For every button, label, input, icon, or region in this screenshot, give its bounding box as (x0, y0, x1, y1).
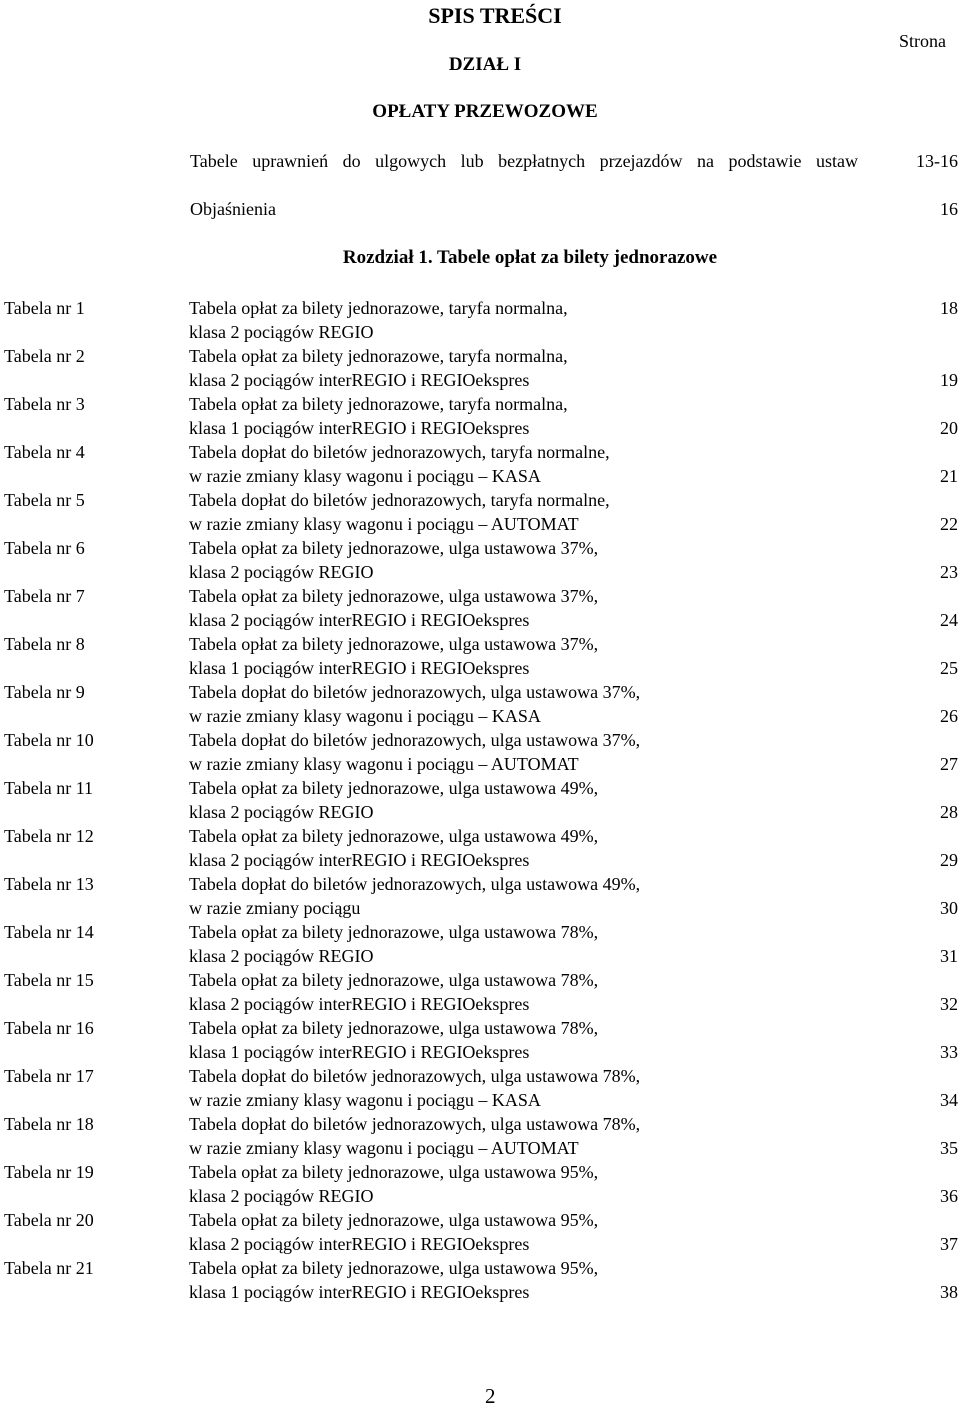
toc-entry[interactable] (0, 1064, 960, 1112)
toc-entry-label: Tabela nr 4 (4, 442, 85, 462)
toc-entry-label: Tabela nr 15 (4, 970, 94, 990)
toc-entry-title-line1: Tabela opłat za bilety jednorazowe, ulga ustawowa 37%, (189, 586, 599, 606)
toc-entry-title-line1: Tabela opłat za bilety jednorazowe, ulga ustawowa 78%, (189, 922, 599, 942)
toc-entry-label: Tabela nr 11 (4, 778, 94, 798)
toc-entry-title-line2: klasa 2 pociągów REGIO (189, 1186, 374, 1206)
toc-entry-label: Tabela nr 19 (4, 1162, 94, 1182)
toc-entry-page: 35 (940, 1138, 958, 1158)
toc-entry-title-line1: Tabela opłat za bilety jednorazowe, ulga ustawowa 78%, (189, 970, 599, 990)
toc-entry-title-line1: Tabela opłat za bilety jednorazowe, ulga ustawowa 95%, (189, 1258, 599, 1278)
page-title: SPIS TREŚCI (428, 3, 562, 28)
toc-entry[interactable] (0, 920, 960, 968)
toc-entry-title-line1: Tabela opłat za bilety jednorazowe, taryfa normalna, (189, 394, 568, 414)
section-heading: DZIAŁ I (448, 54, 522, 75)
toc-entry-title-line2: klasa 2 pociągów REGIO (189, 802, 374, 822)
toc-entry-title-line2: klasa 2 pociągów interREGIO i REGIOekspres (189, 994, 530, 1014)
toc-entry[interactable] (0, 1112, 960, 1160)
toc-entry[interactable] (0, 872, 960, 920)
toc-entry[interactable] (0, 776, 960, 824)
toc-entry[interactable] (0, 968, 960, 1016)
toc-entry-title-line2: w razie zmiany klasy wagonu i pociągu – AUTOMAT (189, 514, 579, 534)
toc-entry[interactable] (0, 1016, 960, 1064)
toc-entry-title-line2: klasa 2 pociągów interREGIO i REGIOekspres (189, 370, 530, 390)
toc-entry-title-line1: Tabela dopłat do biletów jednorazowych, ulga ustawowa 78%, (189, 1066, 641, 1086)
toc-entry-page: 38 (940, 1282, 958, 1302)
toc-entry-page: 30 (940, 898, 958, 918)
toc-entry-page: 19 (940, 370, 958, 390)
toc-entry-title-line1: Tabela dopłat do biletów jednorazowych, taryfa normalne, (189, 490, 610, 510)
toc-entry-page: 28 (940, 802, 958, 822)
intro-entry-text: Objaśnienia (190, 199, 276, 219)
toc-entry-title-line1: Tabela dopłat do biletów jednorazowych, ulga ustawowa 49%, (189, 874, 641, 894)
toc-entry-label: Tabela nr 2 (4, 346, 85, 366)
toc-entry-title-line1: Tabela opłat za bilety jednorazowe, taryfa normalna, (189, 346, 568, 366)
toc-entry-label: Tabela nr 9 (4, 682, 85, 702)
chapter-heading: Rozdział 1. Tabele opłat za bilety jednorazowe (342, 247, 718, 268)
toc-entry-title-line1: Tabela opłat za bilety jednorazowe, ulga ustawowa 49%, (189, 778, 599, 798)
toc-entry-title-line2: w razie zmiany klasy wagonu i pociągu – KASA (189, 466, 541, 486)
toc-entry-label: Tabela nr 8 (4, 634, 85, 654)
page-number: 2 (485, 1384, 496, 1408)
toc-entry-page: 36 (940, 1186, 958, 1206)
toc-table-list (0, 296, 960, 1304)
intro-entry-text: Tabele uprawnień do ulgowych lub bezpłatnych przejazdów na podstawie ustaw (190, 151, 858, 171)
toc-entry[interactable] (0, 632, 960, 680)
toc-entry-page: 33 (940, 1042, 958, 1062)
toc-entry[interactable] (0, 488, 960, 536)
intro-entry-statutes[interactable] (190, 149, 960, 197)
toc-entry-title-line2: w razie zmiany klasy wagonu i pociągu – KASA (189, 1090, 541, 1110)
toc-entry-title-line2: w razie zmiany klasy wagonu i pociągu – AUTOMAT (189, 1138, 579, 1158)
toc-entry-title-line1: Tabela opłat za bilety jednorazowe, ulga ustawowa 37%, (189, 634, 599, 654)
toc-entry[interactable] (0, 536, 960, 584)
toc-entry-title-line2: klasa 2 pociągów REGIO (189, 562, 374, 582)
toc-entry[interactable] (0, 344, 960, 392)
toc-entry-page: 23 (940, 562, 958, 582)
toc-entry-page: 34 (940, 1090, 958, 1110)
toc-entry-title-line2: klasa 2 pociągów REGIO (189, 322, 374, 342)
toc-entry-page: 25 (940, 658, 958, 678)
toc-entry-title-line1: Tabela opłat za bilety jednorazowe, ulga ustawowa 95%, (189, 1210, 599, 1230)
toc-entry-title-line1: Tabela opłat za bilety jednorazowe, ulga ustawowa 49%, (189, 826, 599, 846)
toc-entry-title-line1: Tabela dopłat do biletów jednorazowych, ulga ustawowa 37%, (189, 730, 641, 750)
toc-entry-page: 27 (940, 754, 958, 774)
toc-entry-label: Tabela nr 3 (4, 394, 85, 414)
toc-entry[interactable] (0, 392, 960, 440)
toc-entry-label: Tabela nr 1 (4, 298, 85, 318)
toc-entry[interactable] (0, 728, 960, 776)
toc-entry-label: Tabela nr 21 (4, 1258, 94, 1278)
subsection-heading: OPŁATY PRZEWOZOWE (372, 101, 598, 122)
toc-entry-label: Tabela nr 7 (4, 586, 85, 606)
toc-entry-title-line2: klasa 1 pociągów interREGIO i REGIOekspres (189, 418, 530, 438)
toc-entry-page: 18 (940, 298, 958, 318)
toc-entry-page: 24 (940, 610, 958, 630)
toc-entry-title-line2: klasa 1 pociągów interREGIO i REGIOekspres (189, 1282, 530, 1302)
toc-entry-title-line2: klasa 2 pociągów interREGIO i REGIOekspres (189, 610, 530, 630)
toc-entry-page: 31 (940, 946, 958, 966)
toc-entry-label: Tabela nr 17 (4, 1066, 94, 1086)
toc-entry[interactable] (0, 824, 960, 872)
toc-entry-label: Tabela nr 14 (4, 922, 94, 942)
toc-entry-page: 20 (940, 418, 958, 438)
toc-entry-label: Tabela nr 6 (4, 538, 85, 558)
toc-entry-title-line1: Tabela dopłat do biletów jednorazowych, ulga ustawowa 37%, (189, 682, 641, 702)
toc-entry-label: Tabela nr 20 (4, 1210, 94, 1230)
intro-entry-explanations[interactable] (190, 197, 960, 221)
toc-entry-title-line1: Tabela dopłat do biletów jednorazowych, ulga ustawowa 78%, (189, 1114, 641, 1134)
toc-entry-title-line2: klasa 2 pociągów interREGIO i REGIOekspres (189, 850, 530, 870)
toc-entry[interactable] (0, 1208, 960, 1256)
toc-entry-page: 37 (940, 1234, 958, 1254)
toc-entry[interactable] (0, 1256, 960, 1304)
toc-entry-title-line1: Tabela opłat za bilety jednorazowe, ulga ustawowa 37%, (189, 538, 599, 558)
toc-entry-label: Tabela nr 10 (4, 730, 94, 750)
toc-entry-title-line1: Tabela opłat za bilety jednorazowe, ulga ustawowa 95%, (189, 1162, 599, 1182)
toc-entry-page: 22 (940, 514, 958, 534)
intro-entry-page: 16 (940, 199, 958, 219)
toc-entry[interactable] (0, 296, 960, 344)
toc-entry[interactable] (0, 1160, 960, 1208)
toc-entry-page: 21 (940, 466, 958, 486)
toc-entry[interactable] (0, 440, 960, 488)
toc-entry-title-line2: w razie zmiany klasy wagonu i pociągu – KASA (189, 706, 541, 726)
toc-entry[interactable] (0, 680, 960, 728)
page-column-heading: Strona (899, 31, 946, 51)
toc-entry-page: 29 (940, 850, 958, 870)
toc-entry-title-line2: klasa 1 pociągów interREGIO i REGIOekspres (189, 658, 530, 678)
toc-entry-title-line2: klasa 1 pociągów interREGIO i REGIOekspres (189, 1042, 530, 1062)
intro-entry-page: 13-16 (916, 151, 958, 171)
toc-entry-title-line2: klasa 2 pociągów REGIO (189, 946, 374, 966)
toc-entry[interactable] (0, 584, 960, 632)
toc-entry-label: Tabela nr 18 (4, 1114, 94, 1134)
toc-entry-label: Tabela nr 5 (4, 490, 85, 510)
toc-entry-label: Tabela nr 13 (4, 874, 94, 894)
toc-entry-title-line2: w razie zmiany klasy wagonu i pociągu – AUTOMAT (189, 754, 579, 774)
toc-entry-page: 26 (940, 706, 958, 726)
toc-entry-title-line2: klasa 2 pociągów interREGIO i REGIOekspres (189, 1234, 530, 1254)
toc-entry-label: Tabela nr 16 (4, 1018, 94, 1038)
toc-entry-title-line1: Tabela dopłat do biletów jednorazowych, taryfa normalne, (189, 442, 610, 462)
toc-entry-title-line1: Tabela opłat za bilety jednorazowe, ulga ustawowa 78%, (189, 1018, 599, 1038)
toc-entry-title-line1: Tabela opłat za bilety jednorazowe, taryfa normalna, (189, 298, 568, 318)
toc-entry-title-line2: w razie zmiany pociągu (189, 898, 361, 918)
toc-entry-page: 32 (940, 994, 958, 1014)
toc-entry-label: Tabela nr 12 (4, 826, 94, 846)
